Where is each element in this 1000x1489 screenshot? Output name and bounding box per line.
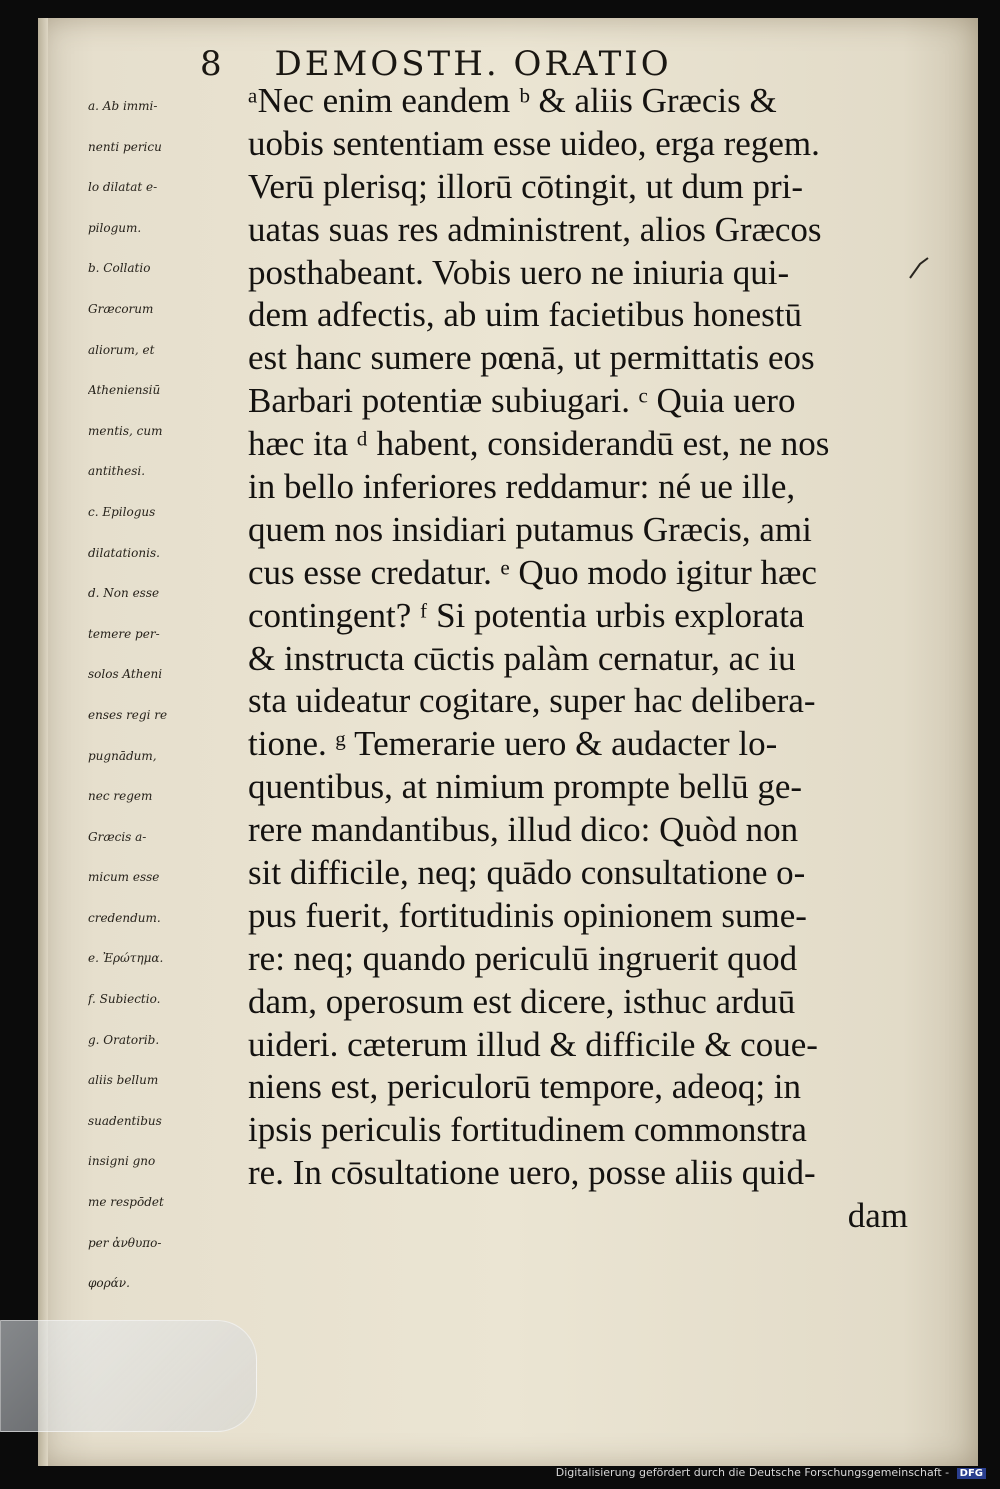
margin-note-line: a. Ab immi- — [88, 99, 158, 113]
margin-note-line: nenti pericu — [88, 139, 162, 154]
text-line: ipsis periculis fortitudinem commonstra — [248, 1110, 807, 1150]
text-line: Barbari potentiæ subiugari. ᶜ Quia uero — [248, 381, 796, 421]
margin-note-line: f. Subiectio. — [88, 992, 161, 1007]
text-line: in bello inferiores reddamur: né ue ille, — [248, 467, 796, 507]
margin-note-line: Græcis a- — [88, 829, 147, 844]
text-line: quentibus, at nimium prompte bellū ge- — [248, 767, 803, 807]
margin-note-line: enses regi re — [88, 707, 168, 722]
text-line: dam, operosum est dicere, isthuc arduū — [248, 981, 796, 1021]
text-line: uideri. cæterum illud & difficile & coue- — [248, 1024, 818, 1064]
text-line: contingent? ᶠ Si potentia urbis explorata — [248, 595, 805, 635]
margin-note-line: Græcorum — [88, 301, 154, 316]
text-line: dem adfectis, ab uim facietibus honestū — [248, 295, 803, 335]
margin-note-line: me respōdet — [88, 1195, 164, 1210]
margin-note-line: credendum. — [88, 910, 161, 925]
ink-mark-icon — [908, 256, 930, 280]
text-line: & instructa cūctis palàm cernatur, ac iu — [248, 638, 796, 678]
digitization-credit — [556, 1466, 986, 1479]
text-line: est hanc sumere pœnā, ut permittatis eos — [248, 338, 815, 378]
text-line: niens est, periculorū tempore, adeoq; in — [248, 1067, 802, 1107]
running-title: DEMOSTH. ORATIO — [274, 44, 672, 84]
text-line: re: neq; quando periculū ingruerit quod — [248, 938, 798, 978]
text-line: tione. ᵍ Temerarie uero & audacter lo- — [248, 724, 778, 764]
margin-note-line: nec regem — [88, 789, 153, 804]
margin-note-line: pugnādum, — [88, 748, 157, 763]
margin-note-line: aliis bellum — [88, 1073, 159, 1088]
book-page — [38, 18, 978, 1466]
margin-note-line: insigni gno — [88, 1154, 156, 1169]
main-text-block — [248, 80, 908, 1238]
running-header — [200, 44, 672, 84]
text-line: uobis sententiam esse uideo, erga regem. — [248, 123, 820, 163]
text-line: quem nos insidiari putamus Græcis, ami — [248, 509, 812, 549]
text-line: posthabeant. Vobis uero ne iniuria qui- — [248, 252, 790, 292]
margin-note-line: φοράν. — [88, 1276, 130, 1291]
credit-text: Digitalisierung gefördert durch die Deutsche Forschungsgemeinschaft - — [555, 1466, 950, 1479]
margin-note-line: temere per- — [88, 626, 160, 641]
margin-note-line: c. Epilogus — [88, 504, 156, 519]
dfg-logo: DFG — [957, 1468, 986, 1479]
text-line: cus esse credatur. ᵉ Quo modo igitur hæc — [248, 552, 817, 592]
catchword: dam — [847, 1196, 908, 1236]
margin-note-line: micum esse — [88, 870, 160, 885]
margin-note-line: b. Collatio — [88, 261, 151, 276]
margin-note-line: pilogum. — [88, 220, 142, 235]
margin-note-line: solos Atheni — [88, 667, 163, 682]
text-line: sit difficile, neq; quādo consultatione o- — [248, 853, 806, 893]
marginal-notes — [88, 86, 248, 1304]
margin-note-line: antithesi. — [88, 464, 146, 479]
margin-note-line: dilatationis. — [88, 545, 160, 560]
margin-note-line: lo dilatat e- — [88, 180, 158, 195]
page-gutter-edge — [38, 18, 48, 1466]
text-line: Verū plerisq; illorū cōtingit, ut dum pri- — [248, 166, 804, 206]
text-line: pus fuerit, fortitudinis opinionem sume- — [248, 895, 807, 935]
margin-note-line: per ἀνθυπο- — [88, 1235, 162, 1250]
margin-note-line: aliorum, et — [88, 342, 155, 357]
margin-note-line: g. Oratorib. — [88, 1032, 160, 1047]
margin-note-line: d. Non esse — [88, 586, 160, 601]
glass-clip-holder — [0, 1320, 257, 1432]
text-line: rere mandantibus, illud dico: Quòd non — [248, 810, 799, 850]
margin-note-line: suadentibus — [88, 1113, 162, 1128]
text-line: re. In cōsultatione uero, posse aliis quid- — [248, 1153, 816, 1193]
margin-note-line: Atheniensiū — [88, 383, 161, 398]
text-line: uatas suas res administrent, alios Græcos — [248, 209, 822, 249]
text-line: sta uideatur cogitare, super hac delibera- — [248, 681, 816, 721]
margin-note-line: mentis, cum — [88, 423, 163, 438]
text-line: ᵃNec enim eandem ᵇ & aliis Græcis & — [248, 81, 777, 120]
page-number: 8 — [200, 44, 225, 84]
margin-note-line: e. Ἐρώτημα. — [88, 951, 164, 966]
text-line: hæc ita ᵈ habent, considerandū est, ne nos — [248, 424, 830, 464]
